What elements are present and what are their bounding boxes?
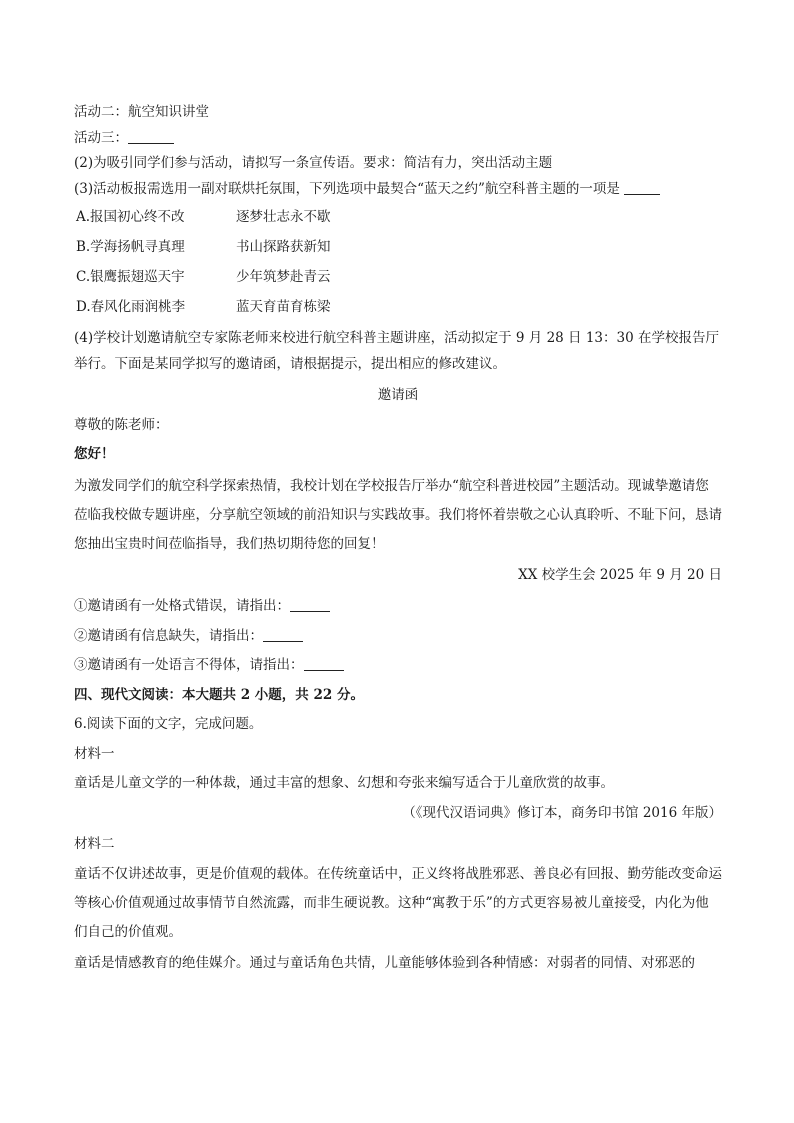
prompt-2-blank[interactable]: [263, 626, 303, 642]
question-6: 6.阅读下面的文字，完成问题。: [74, 716, 263, 732]
prompt-1-text: ①邀请函有一处格式错误，请指出：: [74, 598, 290, 614]
option-b[interactable]: [74, 232, 722, 262]
option-b-right: 书山探路获新知: [236, 239, 331, 255]
option-c-right: 少年筑梦赴青云: [236, 269, 331, 285]
option-a-right: 逐梦壮志永不歇: [236, 209, 331, 225]
material-1-text: 童话是儿童文学的一种体裁，通过丰富的想象、幻想和夸张来编写适合于儿童欣赏的故事。: [74, 775, 614, 791]
option-a[interactable]: [74, 202, 722, 232]
letter-signature: XX 校学生会 2025 年 9 月 20 日: [518, 566, 722, 583]
option-d[interactable]: [74, 292, 722, 322]
material-1-label: 材料一: [74, 745, 115, 762]
activity-2-line: 活动二：航空知识讲堂: [74, 104, 209, 120]
option-c-left: C.银鹰振翅巡天宇: [76, 269, 185, 285]
option-a-left: A.报国初心终不改: [76, 209, 185, 225]
option-b-left: B.学海扬帆寻真理: [76, 239, 185, 255]
activity-3-line: [74, 126, 722, 152]
prompt-3-blank[interactable]: [304, 655, 344, 671]
prompt-1-blank[interactable]: [290, 596, 330, 612]
material-1-source: （《现代汉语词典》修订本，商务印书馆 2016 年版）: [402, 804, 722, 821]
letter-title: 邀请函: [377, 387, 419, 403]
option-d-left: D.春风化雨润桃李: [76, 299, 186, 315]
prompt-2: [74, 624, 722, 650]
question-3: [74, 177, 722, 203]
option-c[interactable]: [74, 262, 722, 292]
document-page: [74, 100, 722, 978]
activity-3-label: 活动三：: [74, 129, 128, 146]
prompt-3-text: ③邀请函有一处语言不得体，请指出：: [74, 657, 304, 673]
question-4-line-2: 举行。下面是某同学拟写的邀请函，请根据提示，提出相应的修改建议。: [74, 355, 506, 372]
material-2-paragraph-1: 童话不仅讲述故事，更是价值观的载体。在传统童话中，正义终将战胜邪恶、善良必有回报、勤劳能改变命运等核心价值观通过故事情节自然流露，而非生硬说教。这种“寓教于乐”的方式更容易被儿童接受，内化为他们自己的价值观。: [74, 865, 722, 940]
material-2-paragraph-2: 童话是情感教育的绝佳媒介。通过与童话角色共情，儿童能够体验到各种情感：对弱者的同情、对邪恶的: [74, 954, 695, 971]
question-3-text: (3)活动板报需选用一副对联烘托氛围，下列选项中最契合“蓝天之约”航空科普主题的一项是: [74, 180, 620, 197]
letter-body: 为激发同学们的航空科学探索热情，我校计划在学校报告厅举办“航空科普进校园”主题活动。现诚挚邀请您莅临我校做专题讲座，分享航空领域的前沿知识与实践故事。我们将怀着崇敬之心认真聆听、不耻下问，恳请您抽出宝贵时间莅临指导，我们热切期待您的回复！: [74, 477, 722, 552]
question-4-line-1: (4)学校计划邀请航空专家陈老师来校进行航空科普主题讲座，活动拟定于 9 月 28 日 13：30 在学校报告厅: [74, 330, 719, 346]
material-2-label: 材料二: [74, 836, 115, 852]
letter-greeting: 您好！: [74, 446, 115, 462]
option-d-right: 蓝天育苗育栋梁: [236, 299, 331, 315]
section-4-heading: 四、现代文阅读：本大题共 2 小题，共 22 分。: [74, 686, 364, 703]
question-3-blank[interactable]: [624, 179, 660, 195]
question-2: (2)为吸引同学们参与活动，请拟写一条宣传语。要求：简洁有力，突出活动主题: [74, 155, 553, 171]
prompt-3: [74, 653, 722, 679]
letter-salutation: 尊敬的陈老师：: [74, 416, 169, 433]
prompt-1: [74, 594, 722, 620]
prompt-2-text: ②邀请函有信息缺失，请指出：: [74, 627, 263, 644]
activity-3-blank[interactable]: [128, 128, 174, 144]
